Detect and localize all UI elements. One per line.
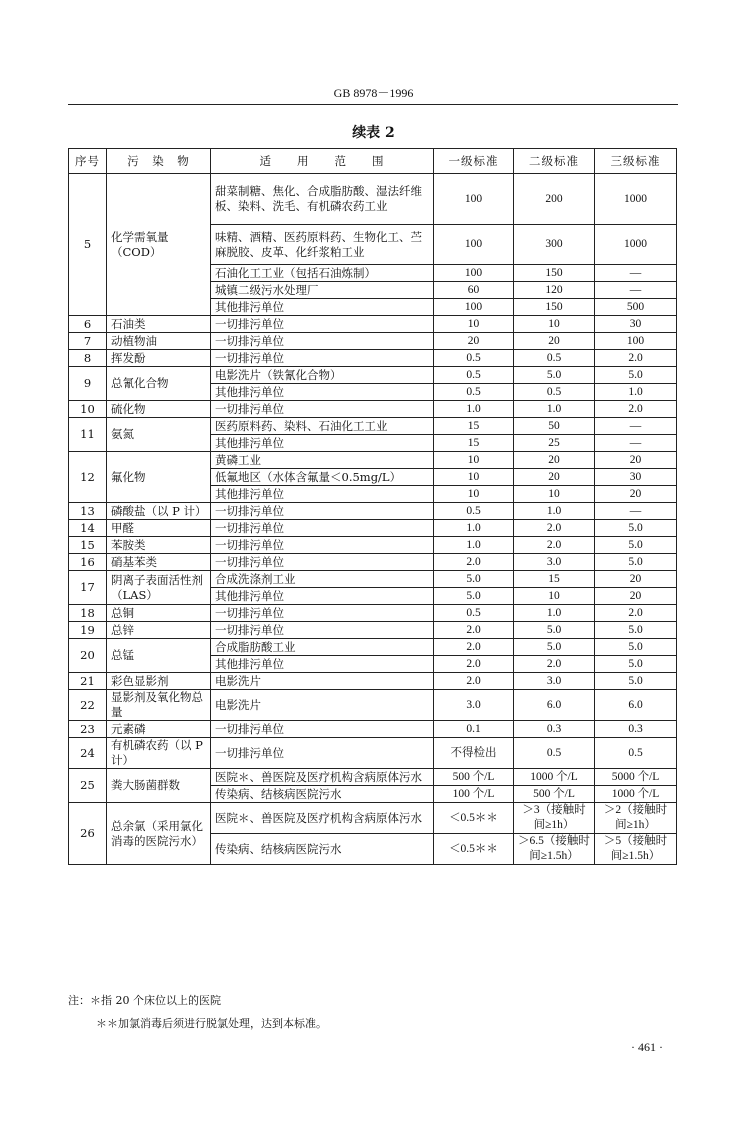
cell-level1: 100 个/L <box>434 786 514 803</box>
col-header-no: 序号 <box>69 149 107 174</box>
footnote-1: 注：＊指 20 个床位以上的医院 <box>68 994 221 1007</box>
cell-scope: 医院＊、兽医院及医疗机构含病原体污水 <box>211 803 434 834</box>
cell-level2: 20 <box>514 469 595 486</box>
cell-level1: 20 <box>434 333 514 350</box>
cell-level1: 60 <box>434 282 514 299</box>
table-row <box>69 174 677 225</box>
col-header-scope: 适 用 范 围 <box>211 149 434 174</box>
cell-level3: 1000 个/L <box>595 786 677 803</box>
page-number: · 461 · <box>631 1040 663 1054</box>
cell-level2: 10 <box>514 486 595 503</box>
cell-level1: 0.5 <box>434 367 514 384</box>
cell-level2: 1000 个/L <box>514 769 595 786</box>
cell-level1: ＜0.5＊＊ <box>434 803 514 834</box>
cell-scope: 电影洗片 <box>211 673 434 690</box>
cell-level3: 5000 个/L <box>595 769 677 786</box>
cell-level1: 0.5 <box>434 605 514 622</box>
cell-level3: ＞5（接触时间≥1.5h） <box>595 834 677 865</box>
cell-level2: 120 <box>514 282 595 299</box>
cell-level1: 15 <box>434 418 514 435</box>
cell-level2: 6.0 <box>514 690 595 721</box>
cell-scope: 一切排污单位 <box>211 622 434 639</box>
cell-level2: 3.0 <box>514 673 595 690</box>
cell-level1: 2.0 <box>434 656 514 673</box>
cell-scope: 一切排污单位 <box>211 316 434 333</box>
cell-pollutant: 甲醛 <box>107 520 211 537</box>
cell-scope: 黄磷工业 <box>211 452 434 469</box>
cell-level2: 1.0 <box>514 401 595 418</box>
cell-level2: 2.0 <box>514 656 595 673</box>
cell-level2: 10 <box>514 588 595 605</box>
cell-serial-no: 18 <box>69 605 107 622</box>
cell-pollutant: 阴离子表面活性剂（LAS） <box>107 571 211 605</box>
cell-level3: 5.0 <box>595 639 677 656</box>
cell-level3: 30 <box>595 469 677 486</box>
cell-scope: 合成脂肪酸工业 <box>211 639 434 656</box>
cell-serial-no: 10 <box>69 401 107 418</box>
cell-scope: 低氟地区（水体含氟量＜0.5mg/L） <box>211 469 434 486</box>
cell-level2: ＞6.5（接触时间≥1.5h） <box>514 834 595 865</box>
cell-level1: 10 <box>434 316 514 333</box>
cell-level1: 10 <box>434 486 514 503</box>
cell-level3: 5.0 <box>595 537 677 554</box>
cell-scope: 一切排污单位 <box>211 721 434 738</box>
standard-code: GB 8978－1996 <box>333 86 414 100</box>
cell-level3: 5.0 <box>595 520 677 537</box>
cell-level2: 2.0 <box>514 537 595 554</box>
cell-scope: 其他排污单位 <box>211 384 434 401</box>
cell-serial-no: 15 <box>69 537 107 554</box>
cell-serial-no: 8 <box>69 350 107 367</box>
cell-serial-no: 22 <box>69 690 107 721</box>
cell-serial-no: 13 <box>69 503 107 520</box>
cell-scope: 电影洗片（铁氰化合物） <box>211 367 434 384</box>
cell-pollutant: 硝基苯类 <box>107 554 211 571</box>
standards-table <box>68 148 677 865</box>
cell-level2: 150 <box>514 265 595 282</box>
table-row <box>69 738 677 769</box>
cell-level3: 1.0 <box>595 384 677 401</box>
cell-level3: — <box>595 435 677 452</box>
table-row <box>69 769 677 786</box>
cell-scope: 合成洗涤剂工业 <box>211 571 434 588</box>
cell-scope: 甜菜制糖、焦化、合成脂肪酸、湿法纤维板、染料、洗毛、有机磷农药工业 <box>211 174 434 225</box>
cell-level1: ＜0.5＊＊ <box>434 834 514 865</box>
cell-level3: 5.0 <box>595 622 677 639</box>
cell-level1: 5.0 <box>434 588 514 605</box>
cell-level1: 1.0 <box>434 520 514 537</box>
cell-serial-no: 23 <box>69 721 107 738</box>
cell-level2: 5.0 <box>514 622 595 639</box>
cell-level1: 1.0 <box>434 401 514 418</box>
cell-level2: 300 <box>514 225 595 265</box>
cell-level2: 20 <box>514 333 595 350</box>
cell-pollutant: 挥发酚 <box>107 350 211 367</box>
cell-pollutant: 苯胺类 <box>107 537 211 554</box>
cell-level1: 15 <box>434 435 514 452</box>
table-row <box>69 537 677 554</box>
table-row <box>69 605 677 622</box>
table-row <box>69 690 677 721</box>
cell-level3: 20 <box>595 571 677 588</box>
cell-level2: 3.0 <box>514 554 595 571</box>
cell-level2: 50 <box>514 418 595 435</box>
table-row <box>69 639 677 656</box>
col-header-level1: 一级标准 <box>434 149 514 174</box>
table-body <box>69 174 677 865</box>
cell-serial-no: 25 <box>69 769 107 803</box>
table-row <box>69 452 677 469</box>
cell-level1: 100 <box>434 265 514 282</box>
footnote-2: ＊＊加氯消毒后须进行脱氯处理，达到本标准。 <box>96 1017 327 1030</box>
table-row <box>69 401 677 418</box>
cell-level1: 0.5 <box>434 503 514 520</box>
table-header-row <box>69 149 677 174</box>
cell-serial-no: 24 <box>69 738 107 769</box>
cell-level3: 5.0 <box>595 367 677 384</box>
cell-level1: 0.5 <box>434 350 514 367</box>
cell-scope: 一切排污单位 <box>211 333 434 350</box>
cell-pollutant: 总锌 <box>107 622 211 639</box>
cell-serial-no: 11 <box>69 418 107 452</box>
col-header-pollutant: 污 染 物 <box>107 149 211 174</box>
cell-level1: 2.0 <box>434 622 514 639</box>
cell-scope: 一切排污单位 <box>211 503 434 520</box>
cell-scope: 电影洗片 <box>211 690 434 721</box>
cell-level2: 15 <box>514 571 595 588</box>
cell-scope: 一切排污单位 <box>211 605 434 622</box>
cell-level2: 200 <box>514 174 595 225</box>
cell-pollutant: 总余氯（采用氯化消毒的医院污水） <box>107 803 211 865</box>
cell-level3: 20 <box>595 588 677 605</box>
cell-serial-no: 19 <box>69 622 107 639</box>
cell-scope: 一切排污单位 <box>211 554 434 571</box>
cell-level2: 0.3 <box>514 721 595 738</box>
cell-level3: 30 <box>595 316 677 333</box>
cell-serial-no: 14 <box>69 520 107 537</box>
table-row <box>69 622 677 639</box>
cell-level3: — <box>595 265 677 282</box>
cell-scope: 城镇二级污水处理厂 <box>211 282 434 299</box>
cell-level1: 3.0 <box>434 690 514 721</box>
cell-pollutant: 总铜 <box>107 605 211 622</box>
cell-level2: 0.5 <box>514 350 595 367</box>
col-header-level2: 二级标准 <box>514 149 595 174</box>
cell-level2: 1.0 <box>514 503 595 520</box>
cell-scope: 一切排污单位 <box>211 738 434 769</box>
header-rule <box>68 104 678 105</box>
cell-pollutant: 石油类 <box>107 316 211 333</box>
cell-serial-no: 16 <box>69 554 107 571</box>
cell-level2: 150 <box>514 299 595 316</box>
cell-pollutant: 化学需氧量（COD） <box>107 174 211 316</box>
cell-level3: 5.0 <box>595 554 677 571</box>
cell-level2: 0.5 <box>514 384 595 401</box>
cell-level3: — <box>595 418 677 435</box>
cell-level3: 2.0 <box>595 350 677 367</box>
cell-level3: ＞2（接触时间≥1h） <box>595 803 677 834</box>
cell-scope: 传染病、结核病医院污水 <box>211 834 434 865</box>
cell-serial-no: 26 <box>69 803 107 865</box>
cell-scope: 一切排污单位 <box>211 401 434 418</box>
cell-scope: 石油化工工业（包括石油炼制） <box>211 265 434 282</box>
cell-serial-no: 9 <box>69 367 107 401</box>
cell-level1: 500 个/L <box>434 769 514 786</box>
cell-level1: 100 <box>434 174 514 225</box>
table-row <box>69 520 677 537</box>
cell-level2: 5.0 <box>514 639 595 656</box>
cell-level2: 2.0 <box>514 520 595 537</box>
cell-level3: 20 <box>595 486 677 503</box>
cell-level1: 2.0 <box>434 673 514 690</box>
cell-level2: 0.5 <box>514 738 595 769</box>
cell-serial-no: 6 <box>69 316 107 333</box>
table-row <box>69 367 677 384</box>
cell-level1: 0.5 <box>434 384 514 401</box>
cell-serial-no: 20 <box>69 639 107 673</box>
cell-level2: 25 <box>514 435 595 452</box>
cell-level3: 100 <box>595 333 677 350</box>
cell-pollutant: 显影剂及氧化物总量 <box>107 690 211 721</box>
cell-serial-no: 7 <box>69 333 107 350</box>
cell-level1: 10 <box>434 469 514 486</box>
cell-level1: 10 <box>434 452 514 469</box>
cell-serial-no: 12 <box>69 452 107 503</box>
table-row <box>69 418 677 435</box>
cell-pollutant: 氨氮 <box>107 418 211 452</box>
cell-level1: 5.0 <box>434 571 514 588</box>
cell-scope: 医院＊、兽医院及医疗机构含病原体污水 <box>211 769 434 786</box>
cell-level3: — <box>595 282 677 299</box>
cell-pollutant: 元素磷 <box>107 721 211 738</box>
cell-scope: 其他排污单位 <box>211 299 434 316</box>
cell-level2: 20 <box>514 452 595 469</box>
table-row <box>69 503 677 520</box>
cell-level2: ＞3（接触时间≥1h） <box>514 803 595 834</box>
cell-level3: 5.0 <box>595 673 677 690</box>
cell-scope: 医药原料药、染料、石油化工工业 <box>211 418 434 435</box>
table-row <box>69 554 677 571</box>
cell-pollutant: 总氰化合物 <box>107 367 211 401</box>
table-row <box>69 571 677 588</box>
cell-serial-no: 21 <box>69 673 107 690</box>
cell-level3: 6.0 <box>595 690 677 721</box>
col-header-level3: 三级标准 <box>595 149 677 174</box>
cell-scope: 一切排污单位 <box>211 520 434 537</box>
table-row <box>69 333 677 350</box>
cell-pollutant: 动植物油 <box>107 333 211 350</box>
table-row <box>69 316 677 333</box>
cell-level1: 不得检出 <box>434 738 514 769</box>
cell-level1: 2.0 <box>434 554 514 571</box>
table-row <box>69 803 677 834</box>
table-row <box>69 673 677 690</box>
cell-level3: 2.0 <box>595 401 677 418</box>
cell-scope: 一切排污单位 <box>211 350 434 367</box>
cell-scope: 一切排污单位 <box>211 537 434 554</box>
cell-level1: 1.0 <box>434 537 514 554</box>
cell-level1: 100 <box>434 225 514 265</box>
cell-level2: 500 个/L <box>514 786 595 803</box>
cell-level1: 100 <box>434 299 514 316</box>
cell-level3: 20 <box>595 452 677 469</box>
cell-pollutant: 磷酸盐（以 P 计） <box>107 503 211 520</box>
cell-pollutant: 彩色显影剂 <box>107 673 211 690</box>
cell-level3: 0.5 <box>595 738 677 769</box>
cell-level1: 2.0 <box>434 639 514 656</box>
cell-pollutant: 粪大肠菌群数 <box>107 769 211 803</box>
cell-level3: 1000 <box>595 225 677 265</box>
cell-level3: 1000 <box>595 174 677 225</box>
cell-scope: 味精、酒精、医药原料药、生物化工、苎麻脱胶、皮革、化纤浆粕工业 <box>211 225 434 265</box>
cell-serial-no: 5 <box>69 174 107 316</box>
cell-pollutant: 氟化物 <box>107 452 211 503</box>
cell-level3: 5.0 <box>595 656 677 673</box>
cell-pollutant: 总锰 <box>107 639 211 673</box>
cell-scope: 其他排污单位 <box>211 486 434 503</box>
cell-level3: — <box>595 503 677 520</box>
cell-scope: 其他排污单位 <box>211 435 434 452</box>
cell-level2: 10 <box>514 316 595 333</box>
table-row <box>69 350 677 367</box>
cell-level3: 500 <box>595 299 677 316</box>
table-row <box>69 721 677 738</box>
cell-pollutant: 硫化物 <box>107 401 211 418</box>
cell-scope: 其他排污单位 <box>211 656 434 673</box>
cell-level2: 5.0 <box>514 367 595 384</box>
cell-level1: 0.1 <box>434 721 514 738</box>
cell-pollutant: 有机磷农药（以 P 计） <box>107 738 211 769</box>
cell-level3: 2.0 <box>595 605 677 622</box>
cell-level3: 0.3 <box>595 721 677 738</box>
table-title: 续表 2 <box>352 125 395 141</box>
cell-scope: 其他排污单位 <box>211 588 434 605</box>
cell-scope: 传染病、结核病医院污水 <box>211 786 434 803</box>
cell-level2: 1.0 <box>514 605 595 622</box>
cell-serial-no: 17 <box>69 571 107 605</box>
